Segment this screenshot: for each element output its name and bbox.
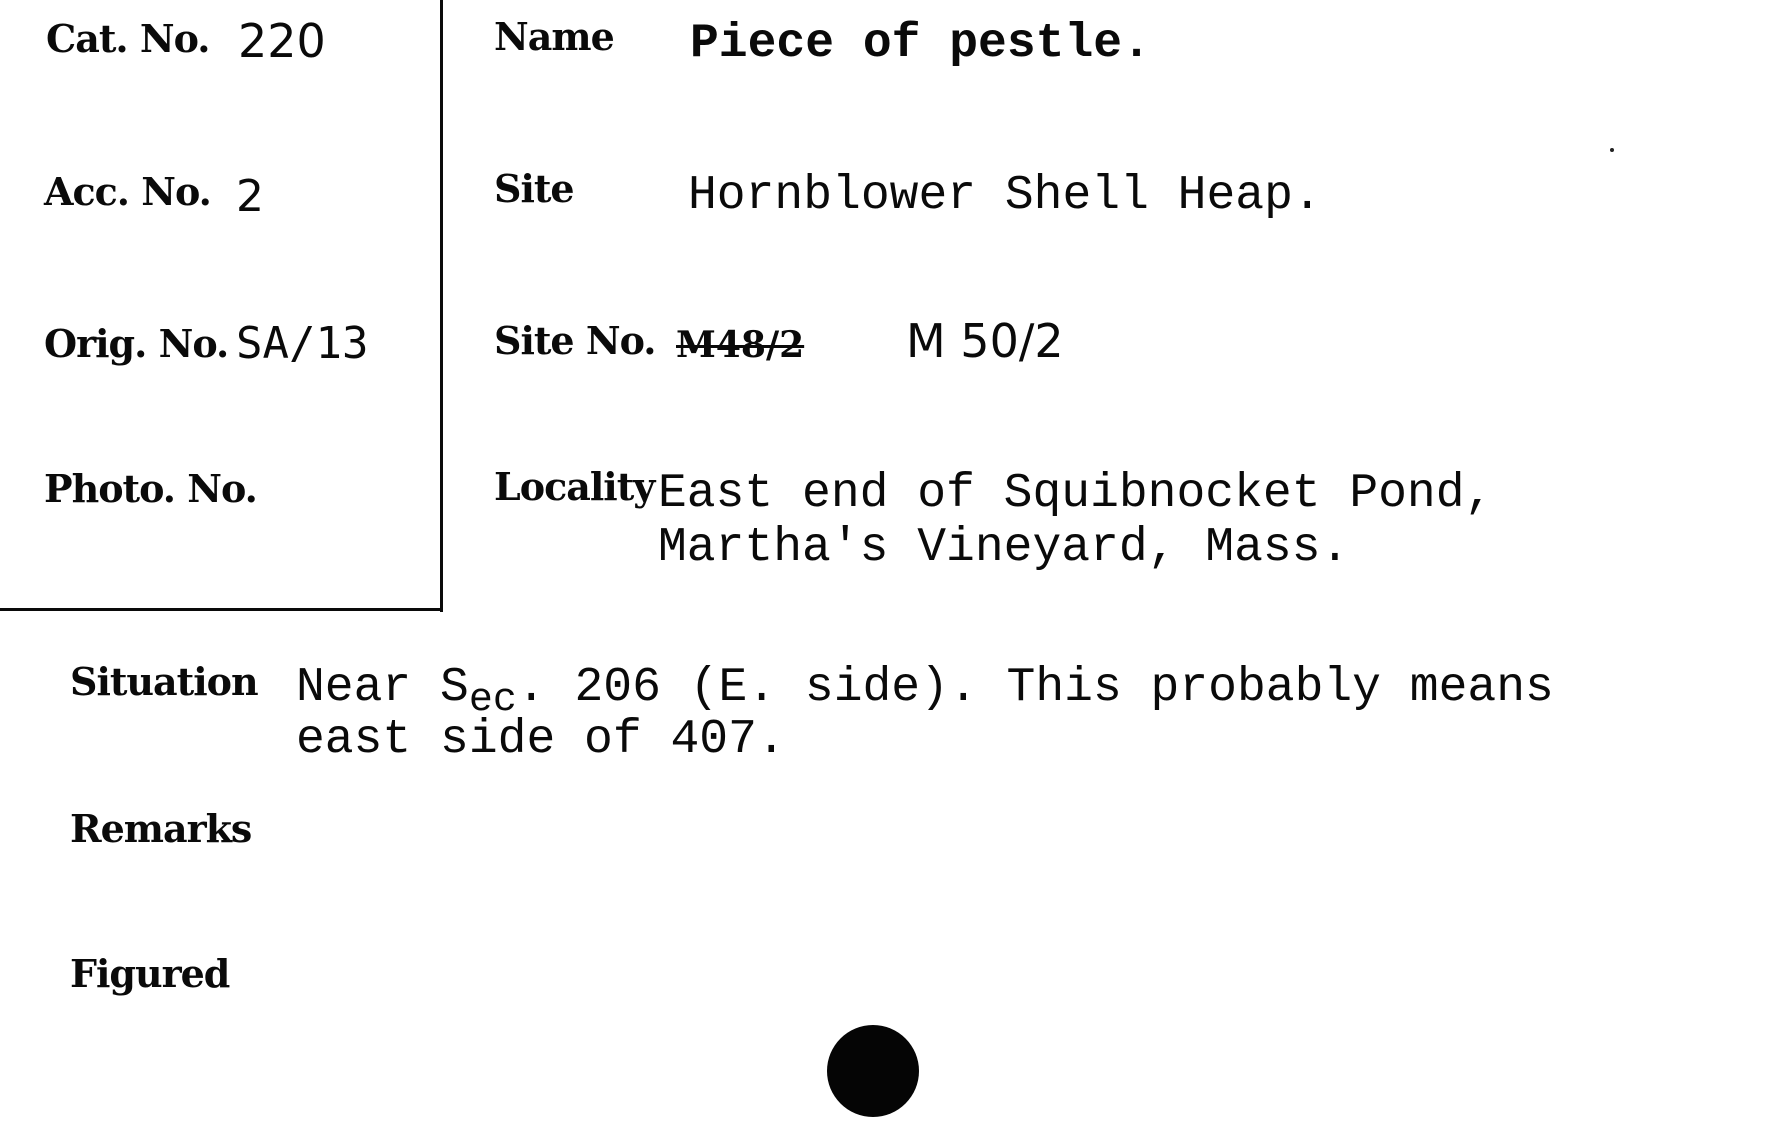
name-label: Name xyxy=(494,14,614,59)
remarks-label: Remarks xyxy=(70,806,252,851)
site-no-value: M 50/2 xyxy=(906,314,1064,368)
locality-line-2: Martha's Vineyard, Mass. xyxy=(658,521,1350,575)
site-label: Site xyxy=(494,166,574,211)
site-no-label: Site No. xyxy=(494,318,656,363)
cat-no-value: 220 xyxy=(238,14,326,68)
locality-line-1: East end of Squibnocket Pond, xyxy=(658,467,1494,521)
orig-no-label: Orig. No. xyxy=(44,321,229,366)
situation-line-2: east side of 407. xyxy=(296,713,786,767)
locality-label: Locality xyxy=(494,464,655,509)
acc-no-value: 2 xyxy=(236,171,264,222)
photo-no-label: Photo. No. xyxy=(44,466,257,511)
acc-no-label: Acc. No. xyxy=(44,169,211,214)
situation-line-1 xyxy=(296,661,1554,723)
site-no-struck-text: M48/2 xyxy=(676,324,805,366)
situation-text-pre: Near S xyxy=(296,661,469,715)
box-divider-vertical xyxy=(440,0,443,612)
figured-label: Figured xyxy=(70,951,230,996)
box-divider-horizontal xyxy=(0,608,443,611)
site-no-struck xyxy=(676,324,804,366)
situation-label: Situation xyxy=(70,659,258,704)
name-value: Piece of pestle. xyxy=(690,17,1151,71)
situation-text-post: . 206 (E. side). This probably means xyxy=(516,661,1554,715)
punch-hole xyxy=(827,1025,919,1117)
orig-no-value: SA/13 xyxy=(236,318,369,369)
cat-no-label: Cat. No. xyxy=(46,16,210,61)
site-value: Hornblower Shell Heap. xyxy=(688,169,1322,223)
ink-speck xyxy=(1610,148,1614,152)
situation-text-sub: ec xyxy=(468,678,517,723)
